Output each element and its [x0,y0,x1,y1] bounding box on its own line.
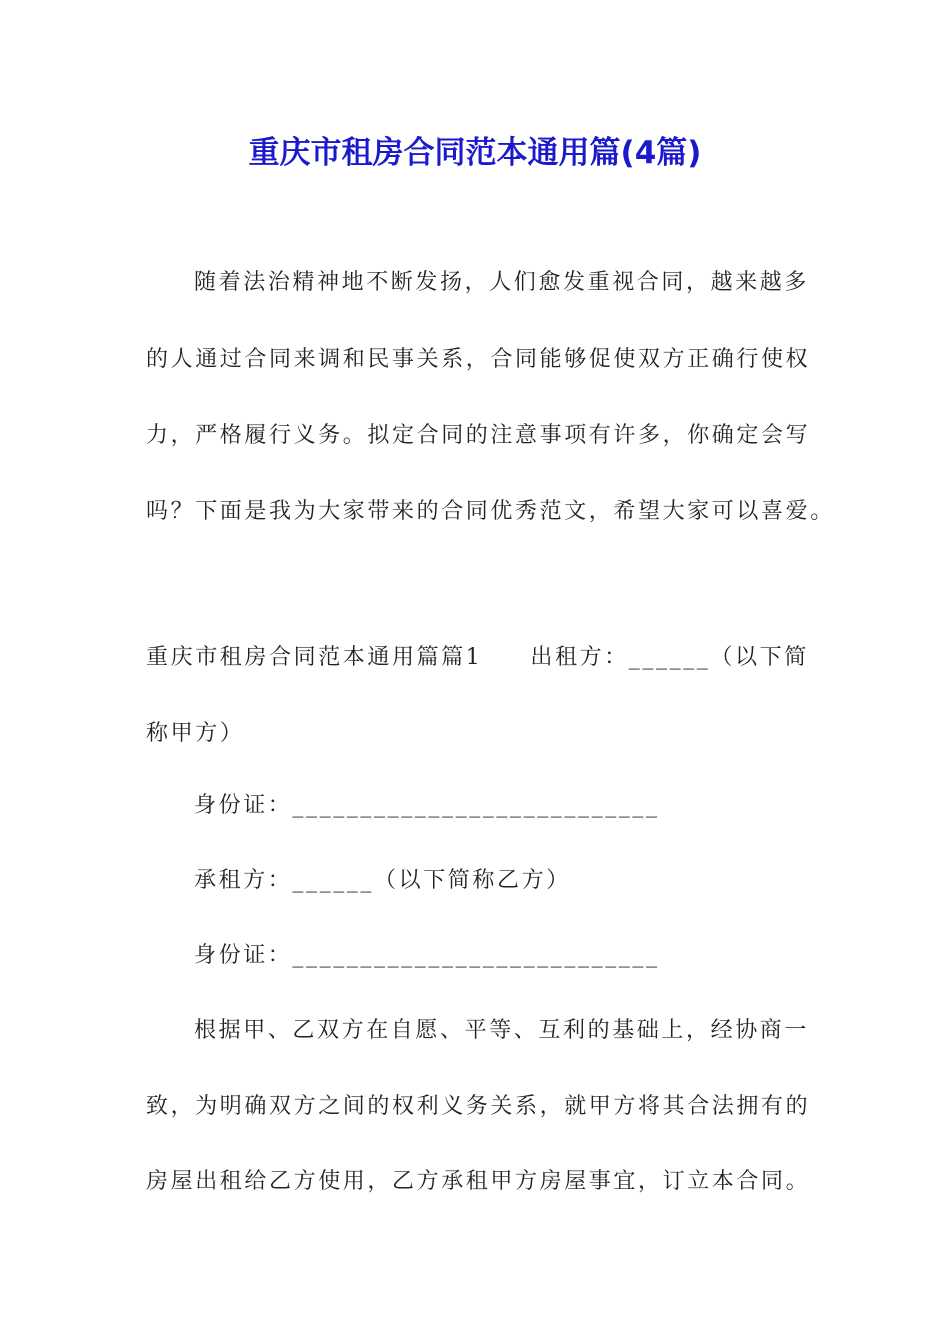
intro-line: 力，严格履行义务。拟定合同的注意事项有许多，你确定会写 [146,423,811,448]
section-heading-row [146,638,809,678]
lessor-label: 出租方：______（以下简 [530,645,809,670]
intro-line: 随着法治精神地不断发扬，人们愈发重视合同，越来越多 [194,270,810,295]
lessee-id-field: 身份证：___________________________ [194,943,660,968]
body-line: 致，为明确双方之间的权利义务关系，就甲方将其合法拥有的 [146,1094,811,1119]
lessee-field: 承租方：______（以下简称乙方） [194,868,571,893]
body-line: 房屋出租给乙方使用，乙方承租甲方房屋事宜，订立本合同。 [146,1169,811,1194]
intro-line: 吗？下面是我为大家带来的合同优秀范文，希望大家可以喜爱。 [146,499,835,524]
body-line: 根据甲、乙双方在自愿、平等、互利的基础上，经协商一 [194,1018,810,1043]
document-title: 重庆市租房合同范本通用篇(4篇) [248,135,702,171]
intro-line: 的人通过合同来调和民事关系，合同能够促使双方正确行使权 [146,347,811,372]
lessor-continuation: 称甲方） [146,721,245,746]
lessor-id-field: 身份证：___________________________ [194,793,660,818]
section-heading: 重庆市租房合同范本通用篇篇1 [146,645,483,670]
